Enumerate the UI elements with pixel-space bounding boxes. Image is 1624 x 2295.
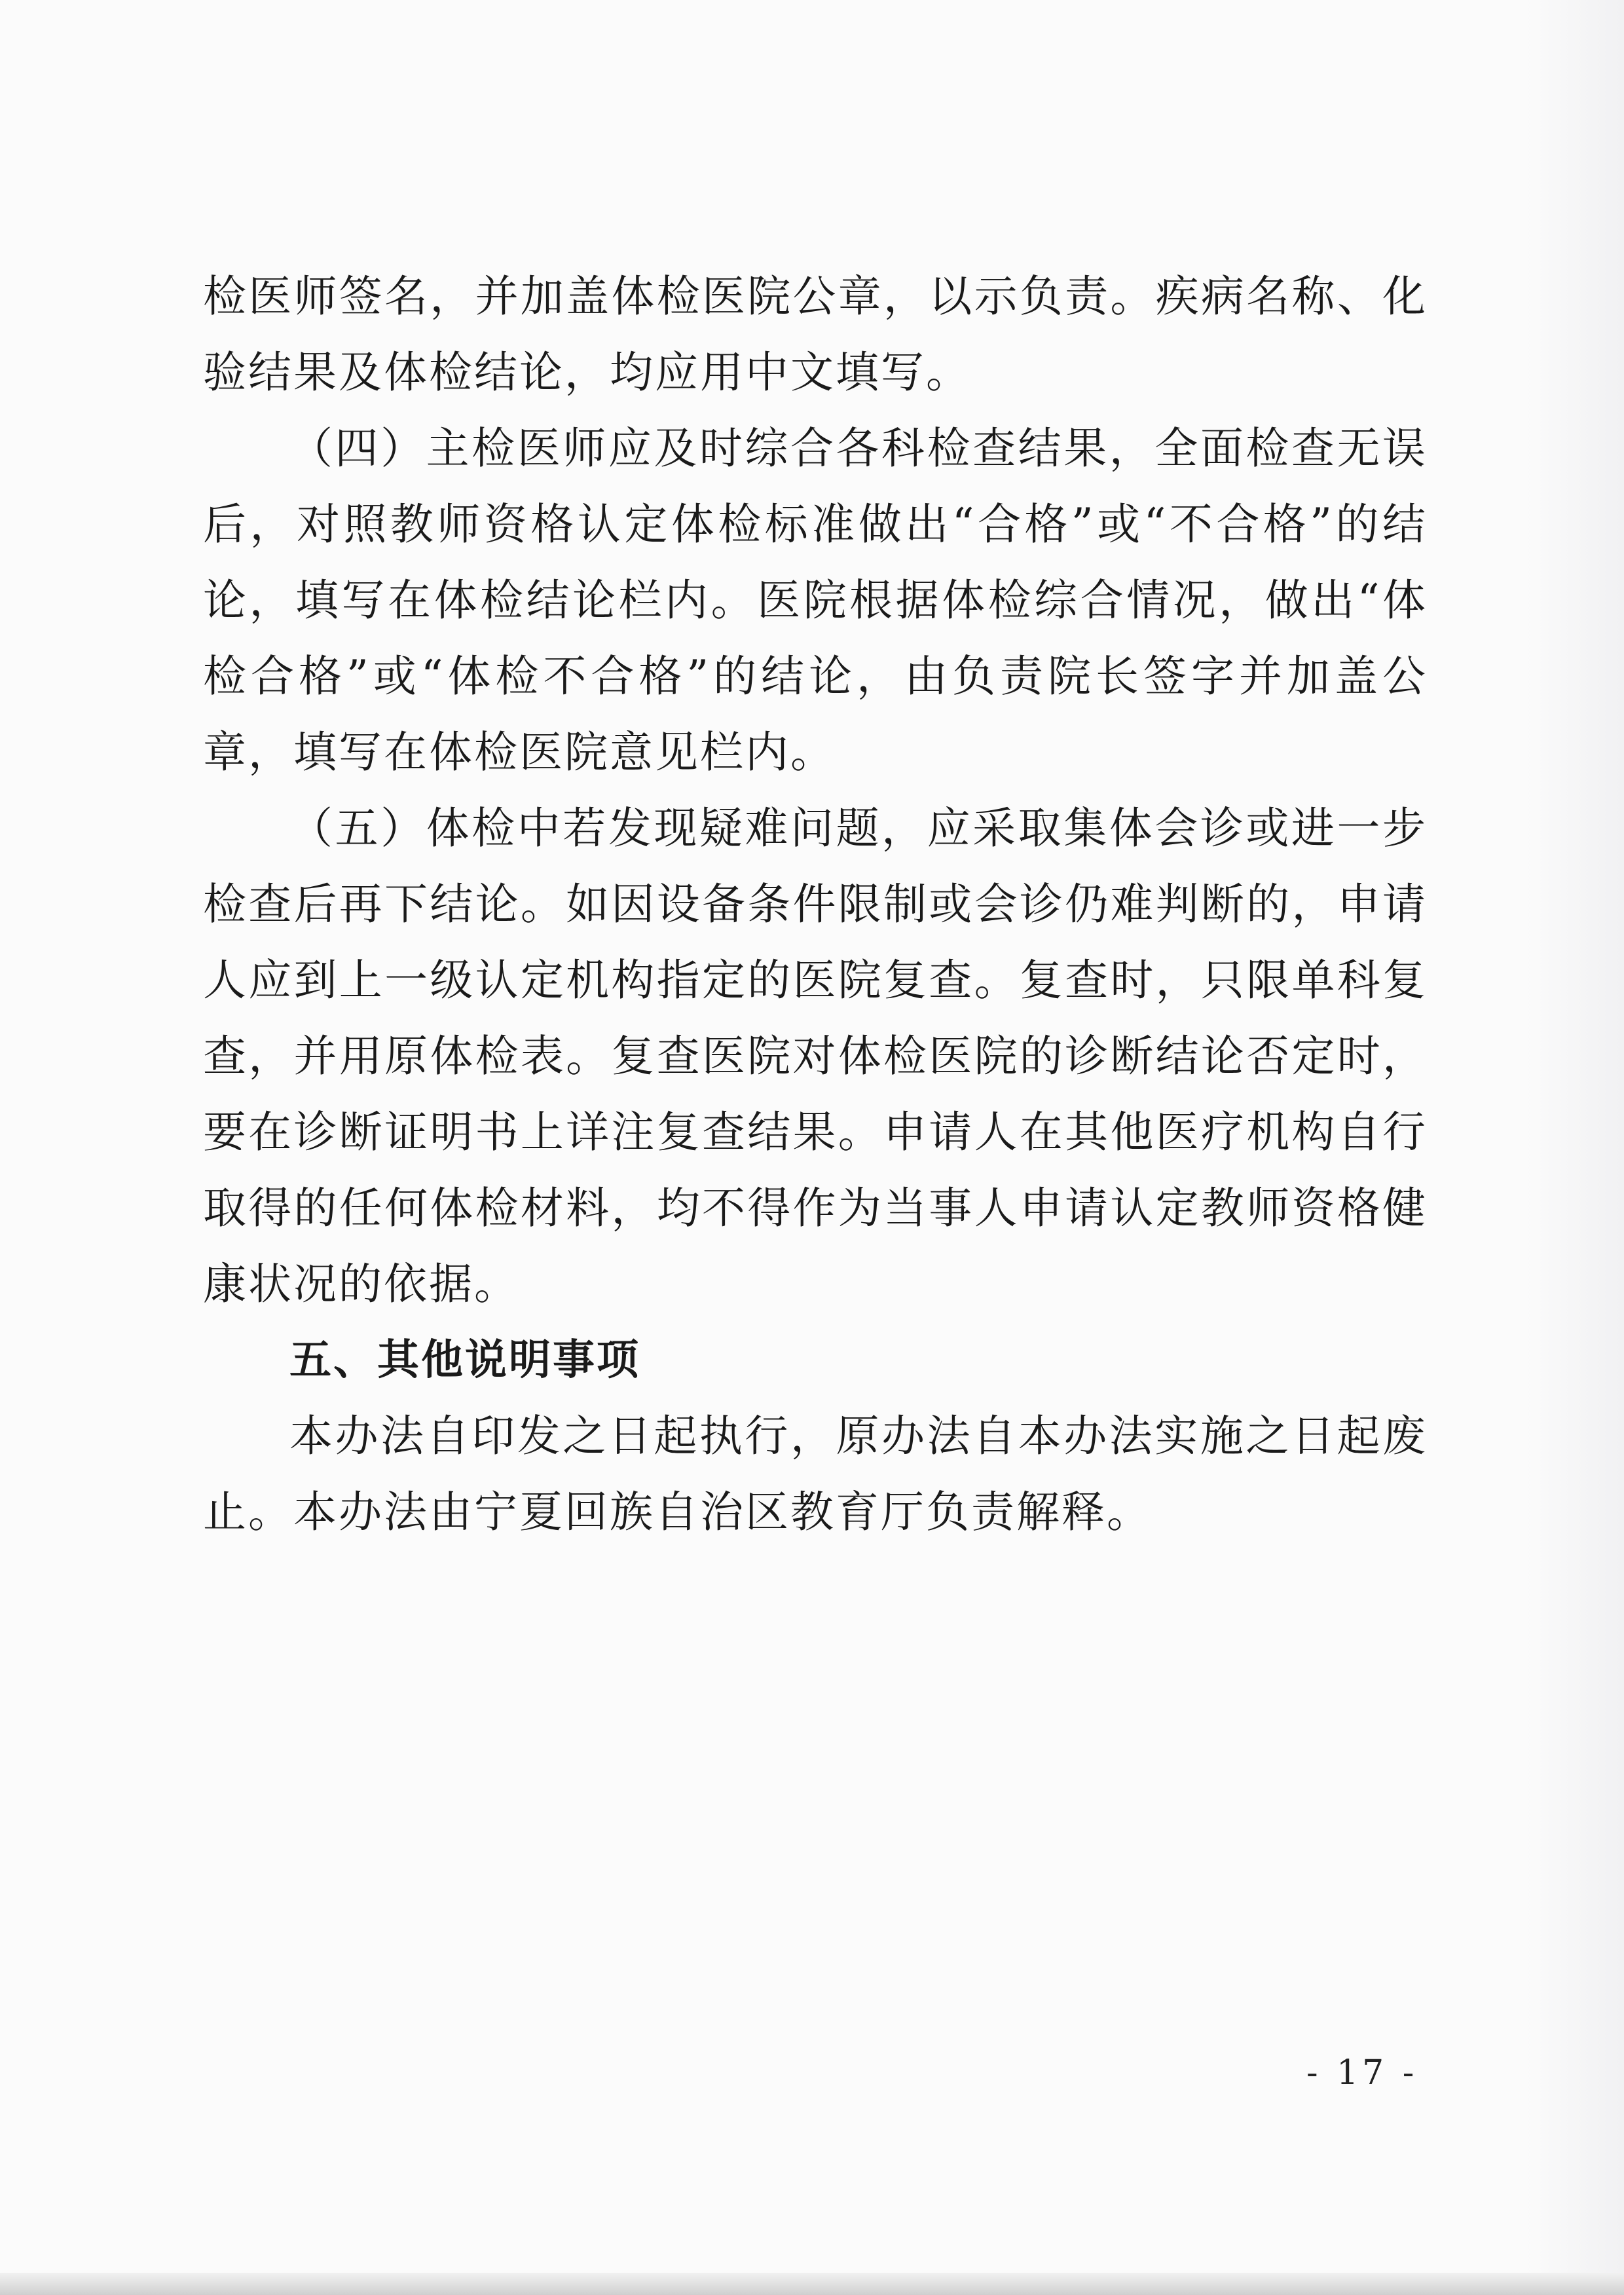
paragraph-continued: 检医师签名，并加盖体检医院公章，以示负责。疾病名称、化验结果及体检结论，均应用中文填写。 bbox=[203, 271, 1428, 398]
scan-shading bbox=[1526, 0, 1624, 2273]
paragraph-item-five: （五）体检中若发现疑难问题，应采取集体会诊或进一步检查后再下结论。如因设备条件限制或会诊仍难判断的，申请人应到上一级认定机构指定的医院复查。复查时，只限单科复查，并用原体检表。复查医院对体检医院的诊断结论否定时，要在诊断证明书上详注复查结果。申请人在其他医疗机构自行取得的任何体检材料，均不得作为当事人申请认定教师资格健康状况的依据。 bbox=[203, 803, 1428, 1309]
closing-paragraph: 本办法自印发之日起执行，原办法自本办法实施之日起废止。本办法由宁夏回族自治区教育厅负责解释。 bbox=[203, 1411, 1428, 1537]
section-heading: 五、其他说明事项 bbox=[289, 1336, 640, 1385]
document-body bbox=[203, 259, 1428, 1550]
scan-edge bbox=[0, 2273, 1624, 2295]
page-number: - 17 - bbox=[1306, 2053, 1418, 2093]
paragraph-item-four: （四）主检医师应及时综合各科检查结果，全面检查无误后，对照教师资格认定体检标准做出“合格”或“不合格”的结论，填写在体检结论栏内。医院根据体检综合情况，做出“体检合格”或“体检不合格”的结论，由负责院长签字并加盖公章，填写在体检医院意见栏内。 bbox=[203, 423, 1428, 777]
